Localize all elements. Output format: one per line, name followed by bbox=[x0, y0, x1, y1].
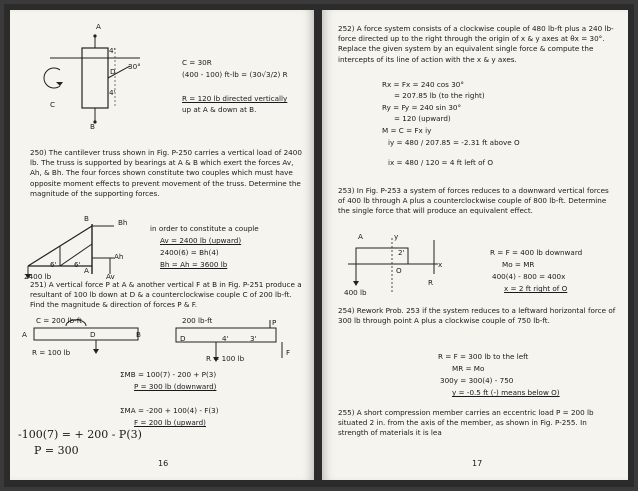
eq252-0: Rx = Fx = 240 cos 30° bbox=[382, 80, 464, 89]
truss-label-Bh: Bh bbox=[118, 218, 128, 227]
result-r: R = 120 lb directed vertically bbox=[182, 94, 288, 103]
handwritten-note-1: -100(7) = + 200 - P(3) bbox=[18, 428, 142, 441]
result-r-2: up at A & down at B. bbox=[182, 105, 257, 114]
truss-eq1: Av = 2400 lb (upward) bbox=[160, 236, 242, 245]
fbd-couple: 200 lb-ft bbox=[182, 316, 213, 325]
problem-252: 252) A force system consists of a clockwise couple of 480 lb-ft plus a 240 lb-force directed up to the right through the origin of x & y axes at θx = 30°. Replace the given system by an equivalent single force & compute the intercepts of its line of action with the x & y axes. bbox=[338, 24, 614, 64]
handwritten-note-2: P = 300 bbox=[34, 444, 79, 457]
right-page bbox=[322, 10, 628, 480]
problem-251: 251) A vertical force P at A & another vertical F at B in Fig. P-251 produce a resultant of 100 lb down at D & a counterclockwise couple C of 200 lb-ft. Find the magnitude & direction of forces P & F. bbox=[30, 280, 302, 310]
truss-label-B: B bbox=[84, 214, 89, 223]
book-spread bbox=[4, 4, 634, 487]
fig-dim-b: 4' bbox=[109, 88, 116, 97]
truss-note: in order to constitute a couple bbox=[150, 224, 259, 233]
truss-d1: 6' bbox=[50, 260, 57, 269]
fig253-R: R bbox=[428, 278, 433, 287]
truss-d2: 6' bbox=[74, 260, 81, 269]
beam-couple: C = 200 lb-ft bbox=[36, 316, 82, 325]
eq252-5: iy = 480 / 207.85 = -2.31 ft above O bbox=[388, 138, 520, 147]
eq253-1: Mo = MR bbox=[502, 260, 535, 269]
eq252-3: = 120 (upward) bbox=[394, 114, 451, 123]
problem-254: 254) Rework Prob. 253 if the system reduces to a leftward horizontal force of 300 lb through point A plus a clockwise couple of 750 lb-ft. bbox=[338, 306, 616, 326]
eq-ma-1: ΣMA = -200 + 100(4) - F(3) bbox=[120, 406, 219, 415]
fbd-label-R: R = 100 lb bbox=[206, 354, 245, 363]
eq253-0: R = F = 400 lb downward bbox=[490, 248, 583, 257]
fbd-d2: 3' bbox=[250, 334, 257, 343]
fig253-dim: 2' bbox=[398, 248, 405, 257]
figure-couple-frame bbox=[20, 18, 160, 133]
eq253-3: x = 2 ft right of O bbox=[504, 284, 568, 293]
fig253-A: A bbox=[358, 232, 363, 241]
truss-eq2: 2400(6) = Bh(4) bbox=[160, 248, 219, 257]
beam-label-R: R = 100 lb bbox=[32, 348, 71, 357]
eq252-6: ix = 480 / 120 = 4 ft left of O bbox=[388, 158, 494, 167]
fig-label-D: D bbox=[110, 67, 116, 76]
fig253-O: O bbox=[396, 266, 402, 275]
truss-load: 2400 lb bbox=[24, 272, 52, 281]
truss-eq3: Bh = Ah = 3600 lb bbox=[160, 260, 228, 269]
eq253-2: 400(4) - 800 = 400x bbox=[492, 272, 566, 281]
fig-angle: 30° bbox=[128, 62, 141, 71]
eq254-0: R = F = 300 lb to the left bbox=[438, 352, 529, 361]
fbd-d1: 4' bbox=[222, 334, 229, 343]
problem-253: 253) In Fig. P-253 a system of forces reduces to a downward vertical forces of 400 lb through A plus a counterclockwise couple of 800 lb-ft. Determine the single force that will produce an equivalent effect. bbox=[338, 186, 609, 216]
fig-label-A: A bbox=[96, 22, 101, 31]
eq-c: C = 30R bbox=[182, 58, 212, 67]
fig253-y: y bbox=[394, 232, 399, 241]
fig-label-B: B bbox=[90, 122, 95, 131]
beam-label-A: A bbox=[22, 330, 27, 339]
beam-label-D: D bbox=[90, 330, 96, 339]
eq254-2: 300y = 300(4) - 750 bbox=[440, 376, 514, 385]
figure-truss bbox=[22, 218, 132, 280]
fbd-label-D: D bbox=[180, 334, 186, 343]
left-page bbox=[10, 10, 314, 480]
problem-250: 250) The cantilever truss shown in Fig. P-250 carries a vertical load of 2400 lb. The truss is supported by bearings at A & B which exert the forces Av, Ah, & Bh. The four forces shown constitute two couples which must have opposite moment effects to prevent movement of the truss. Determine the magnitude of the supporting forces. bbox=[30, 148, 302, 198]
eq252-1: = 207.85 lb (to the right) bbox=[394, 91, 485, 100]
truss-label-Ah: Ah bbox=[114, 252, 124, 261]
eq-moment: (400 - 100) ft-lb = (30√3/2) R bbox=[182, 70, 288, 79]
fig253-x: x bbox=[438, 260, 443, 269]
figure-253 bbox=[342, 234, 442, 294]
fig253-load: 400 lb bbox=[344, 288, 367, 297]
eq-ma-2: F = 200 lb (upward) bbox=[134, 418, 206, 427]
truss-label-Av: Av bbox=[106, 272, 115, 281]
eq-mb-2: P = 300 lb (downward) bbox=[134, 382, 217, 391]
fbd-label-F: F bbox=[286, 348, 291, 357]
eq-mb-1: ΣMB = 100(7) - 200 + P(3) bbox=[120, 370, 217, 379]
page-number-right: 17 bbox=[472, 459, 483, 468]
eq252-4: M = C = Fx iy bbox=[382, 126, 432, 135]
eq254-1: MR = Mo bbox=[452, 364, 485, 373]
page-number-left: 16 bbox=[158, 459, 169, 468]
eq254-3: y = -0.5 ft (-) means below O) bbox=[452, 388, 560, 397]
truss-label-A: A bbox=[84, 266, 89, 275]
fig-label-C: C bbox=[50, 100, 56, 109]
problem-255: 255) A short compression member carries an eccentric load P = 200 lb situated 2 in. from the axis of the member, as shown in Fig. P-255. In strength of materials it is lea bbox=[338, 408, 594, 438]
fig-dim-a: 4' bbox=[109, 46, 116, 55]
eq252-2: Ry = Fy = 240 sin 30° bbox=[382, 103, 462, 112]
fbd-label-P: P bbox=[272, 318, 277, 327]
beam-label-B: B bbox=[136, 330, 141, 339]
